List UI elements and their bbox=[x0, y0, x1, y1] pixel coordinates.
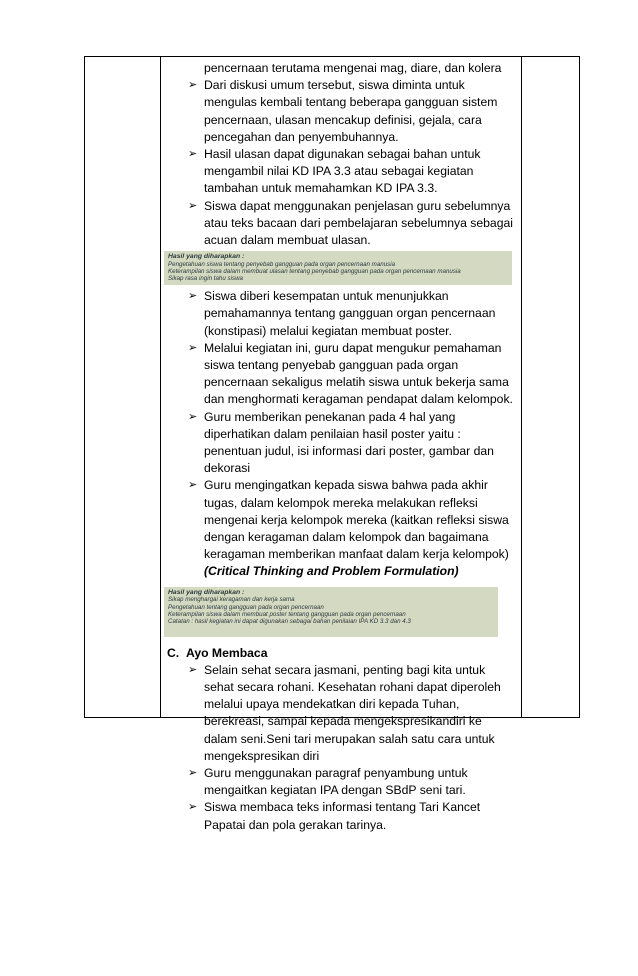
critical-thinking-note: (Critical Thinking and Problem Formulation) bbox=[204, 564, 459, 579]
lesson-table bbox=[84, 56, 580, 832]
list-item: ➢ Guru mengingatkan kepada siswa bahwa pada akhir tugas, dalam kelompok mereka melakukan refleksi mengenai kerja kelompok mereka (kaitkan refleksi siswa dengan keragaman dalam kelompok dan bagaimana keragaman memberikan manfaat dalam kerja kelompok) bbox=[188, 478, 509, 562]
arrowhead-bullet-icon: ➢ bbox=[188, 199, 198, 212]
arrowhead-bullet-icon: ➢ bbox=[188, 148, 198, 161]
list-item: ➢ Siswa membaca teks informasi tentang Tari Kancet Papatai dan pola gerakan tarinya. bbox=[188, 800, 481, 832]
arrowhead-bullet-icon: ➢ bbox=[188, 410, 198, 423]
list-item: ➢ Guru menggunakan paragraf penyambung untuk mengaitkan kegiatan IPA dengan SBdP seni tari. bbox=[188, 765, 468, 798]
arrowhead-bullet-icon: ➢ bbox=[188, 290, 198, 303]
arrowhead-bullet-icon: ➢ bbox=[188, 79, 198, 92]
list-item: ➢ Dari diskusi umum tersebut, siswa diminta untuk mengulas kembali tentang beberapa gangguan sistem pencernaan, ulasan mencakup definisi, gejala, cara pencegahan dan penyembuhannya. bbox=[188, 78, 498, 144]
list-item: ➢ Siswa diberi kesempatan untuk menunjukkan pemahamannya tentang gangguan organ pencernaan (konstipasi) melalui kegiatan membuat poster. bbox=[188, 289, 496, 338]
section-heading: C. Ayo Membaca bbox=[167, 645, 268, 660]
column-divider-right bbox=[521, 57, 522, 717]
list-item: ➢ Siswa dapat menggunakan penjelasan guru sebelumnya atau teks bacaan dari pembelajaran sebelumnya sebagai acuan dalam membuat ulasan. bbox=[188, 198, 513, 248]
arrowhead-bullet-icon: ➢ bbox=[188, 479, 198, 492]
expected-results-box: Hasil yang diharapkan : Sikap menghargai keragaman dan kerja sama Pengetahuan tentang gangguan pada organ pencernaan Keterampilan siswa dalam membuat poster tentang gangguan pada organ pencernaan Catatan : hasil kegiatan ini dapat digunakan sebagai bahan penilaian IPA KD 3.3 dan 4.3 bbox=[164, 587, 498, 637]
expected-results-box: Hasil yang diharapkan : Pengetahuan siswa tentang penyebab gangguan pada organ pencernaan manusia Keterampilan siswa dalam membuat ulasan tentang penyebab gangguan pada organ pencernaan manusia Sikap rasa ingin tahu siswa bbox=[164, 251, 512, 285]
list-item: ➢ Selain sehat secara jasmani, penting bagi kita untuk sehat secara rohani. Kesehatan rohani dapat diperoleh melalui upaya mendekatkan diri kepada Tuhan, berekreasi, sampai kepada mengekspresikandiri ke dalam seni.Seni tari merupakan salah satu cara untuk mengekspresikan diri bbox=[188, 662, 501, 763]
content-column bbox=[161, 57, 515, 834]
list-item: ➢ Melalui kegiatan ini, guru dapat mengukur pemahaman siswa tentang penyebab gangguan pada organ pencernaan sekaligus melatih siswa untuk bekerja sama dan menghormati keragaman pendapat dalam kelompok. bbox=[188, 340, 513, 407]
arrowhead-bullet-icon: ➢ bbox=[188, 801, 198, 814]
arrowhead-bullet-icon: ➢ bbox=[188, 663, 198, 676]
list-item: ➢ Hasil ulasan dapat digunakan sebagai bahan untuk mengambil nilai KD IPA 3.3 atau sebagai kegiatan tambahan untuk memahamkan KD IPA 3.3. bbox=[188, 147, 481, 196]
intro-line: pencernaan terutama mengenai mag, diare, dan kolera bbox=[204, 61, 502, 75]
list-item: ➢ Guru memberikan penekanan pada 4 hal yang diperhatikan dalam penilaian hasil poster yaitu : penentuan judul, isi informasi dari poster, gambar dan dekorasi bbox=[188, 409, 494, 476]
arrowhead-bullet-icon: ➢ bbox=[188, 766, 198, 779]
arrowhead-bullet-icon: ➢ bbox=[188, 341, 198, 354]
